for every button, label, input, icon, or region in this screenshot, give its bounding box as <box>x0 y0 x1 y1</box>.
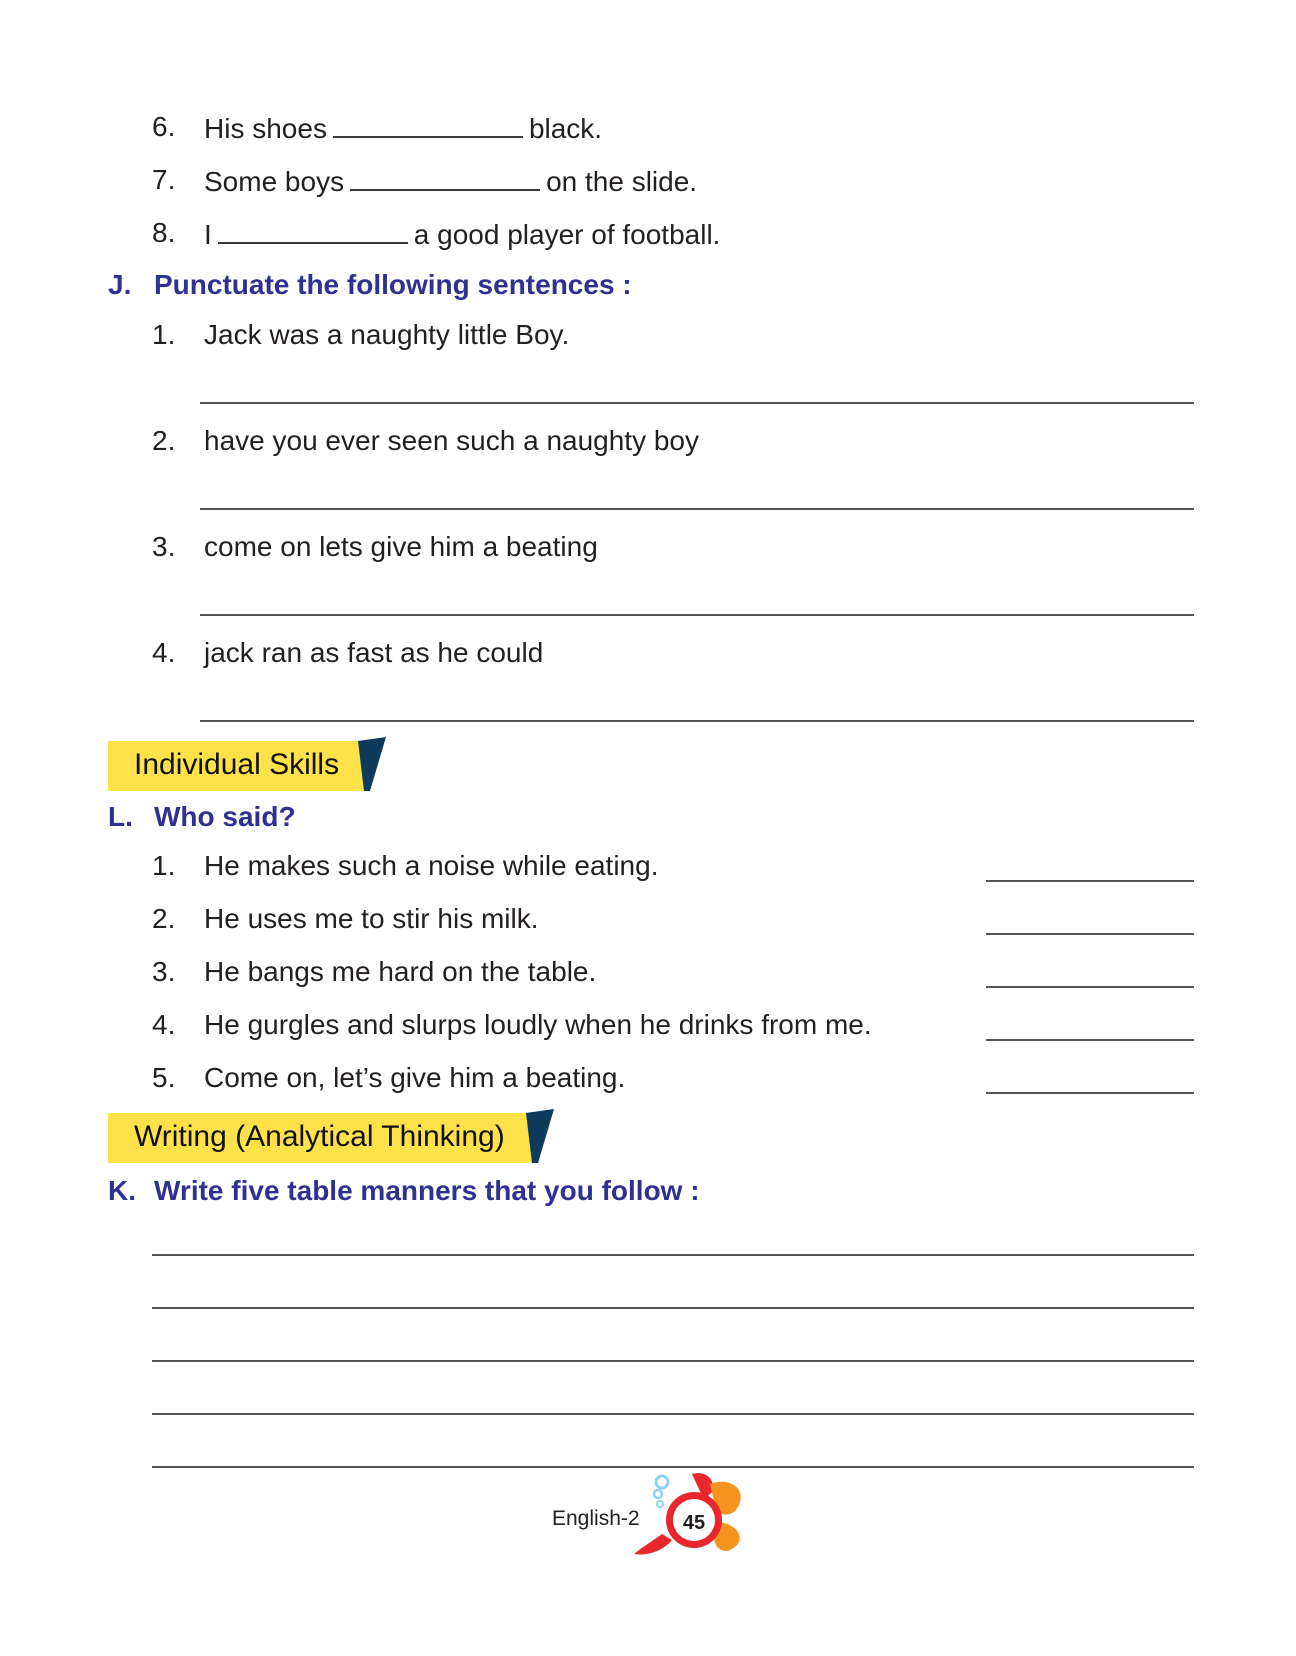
sentence-after: on the slide. <box>546 166 698 197</box>
item-number: 1. <box>152 319 176 350</box>
who-said-quote: He makes such a noise while eating. <box>204 850 659 881</box>
individual-skills-banner <box>108 737 388 791</box>
banner-flag-icon <box>352 737 386 791</box>
sentence-before: Some boys <box>204 166 345 197</box>
fill-in-sentence <box>204 216 720 252</box>
answer-line[interactable] <box>986 933 1194 935</box>
answer-line[interactable] <box>986 986 1194 988</box>
sentence-before: His shoes <box>204 113 327 144</box>
item-number: 8. <box>152 217 176 248</box>
section-letter: L. <box>108 801 133 832</box>
fill-in-sentence <box>204 110 602 146</box>
who-said-quote: He uses me to stir his milk. <box>204 903 539 934</box>
section-letter: K. <box>108 1175 136 1206</box>
punctuate-sentence: come on lets give him a beating <box>204 531 598 562</box>
answer-blank[interactable] <box>218 216 408 244</box>
answer-blank[interactable] <box>333 110 523 138</box>
fill-in-sentence <box>204 163 697 199</box>
item-number: 5. <box>152 1062 176 1093</box>
item-number: 4. <box>152 637 176 668</box>
writing-banner <box>108 1109 558 1163</box>
answer-line[interactable] <box>200 508 1194 510</box>
sentence-before: I <box>204 219 212 250</box>
answer-line[interactable] <box>152 1413 1194 1415</box>
section-letter: J. <box>108 269 132 300</box>
page-number: 45 <box>682 1512 706 1534</box>
who-said-quote: He gurgles and slurps loudly when he drinks from me. <box>204 1009 872 1040</box>
answer-line[interactable] <box>152 1254 1194 1256</box>
who-said-quote: He bangs me hard on the table. <box>204 956 597 987</box>
section-j-heading <box>108 268 632 302</box>
answer-line[interactable] <box>200 402 1194 404</box>
section-l-heading <box>108 800 296 834</box>
item-number: 3. <box>152 956 176 987</box>
answer-line[interactable] <box>986 880 1194 882</box>
banner-label: Individual Skills <box>134 748 340 781</box>
item-number: 3. <box>152 531 176 562</box>
sentence-after: black. <box>528 113 603 144</box>
answer-line[interactable] <box>200 614 1194 616</box>
item-number: 1. <box>152 850 176 881</box>
item-number: 4. <box>152 1009 176 1040</box>
book-title: English-2 <box>552 1507 640 1530</box>
answer-line[interactable] <box>152 1360 1194 1362</box>
section-title: Punctuate the following sentences : <box>154 269 632 300</box>
answer-line[interactable] <box>152 1466 1194 1468</box>
section-title: Who said? <box>154 801 296 832</box>
answer-line[interactable] <box>986 1092 1194 1094</box>
banner-label: Writing (Analytical Thinking) <box>134 1120 505 1153</box>
answer-line[interactable] <box>986 1039 1194 1041</box>
answer-blank[interactable] <box>350 163 540 191</box>
section-k-heading <box>108 1174 700 1208</box>
banner-flag-icon <box>520 1109 554 1163</box>
item-number: 6. <box>152 111 176 142</box>
item-number: 7. <box>152 164 176 195</box>
who-said-quote: Come on, let’s give him a beating. <box>204 1062 626 1093</box>
punctuate-sentence: jack ran as fast as he could <box>204 637 544 668</box>
item-number: 2. <box>152 425 176 456</box>
answer-line[interactable] <box>152 1307 1194 1309</box>
punctuate-sentence: have you ever seen such a naughty boy <box>204 425 700 456</box>
punctuate-sentence: Jack was a naughty little Boy. <box>204 319 570 350</box>
answer-line[interactable] <box>200 720 1194 722</box>
item-number: 2. <box>152 903 176 934</box>
section-title: Write five table manners that you follow : <box>154 1175 700 1206</box>
sentence-after: a good player of football. <box>413 219 721 250</box>
